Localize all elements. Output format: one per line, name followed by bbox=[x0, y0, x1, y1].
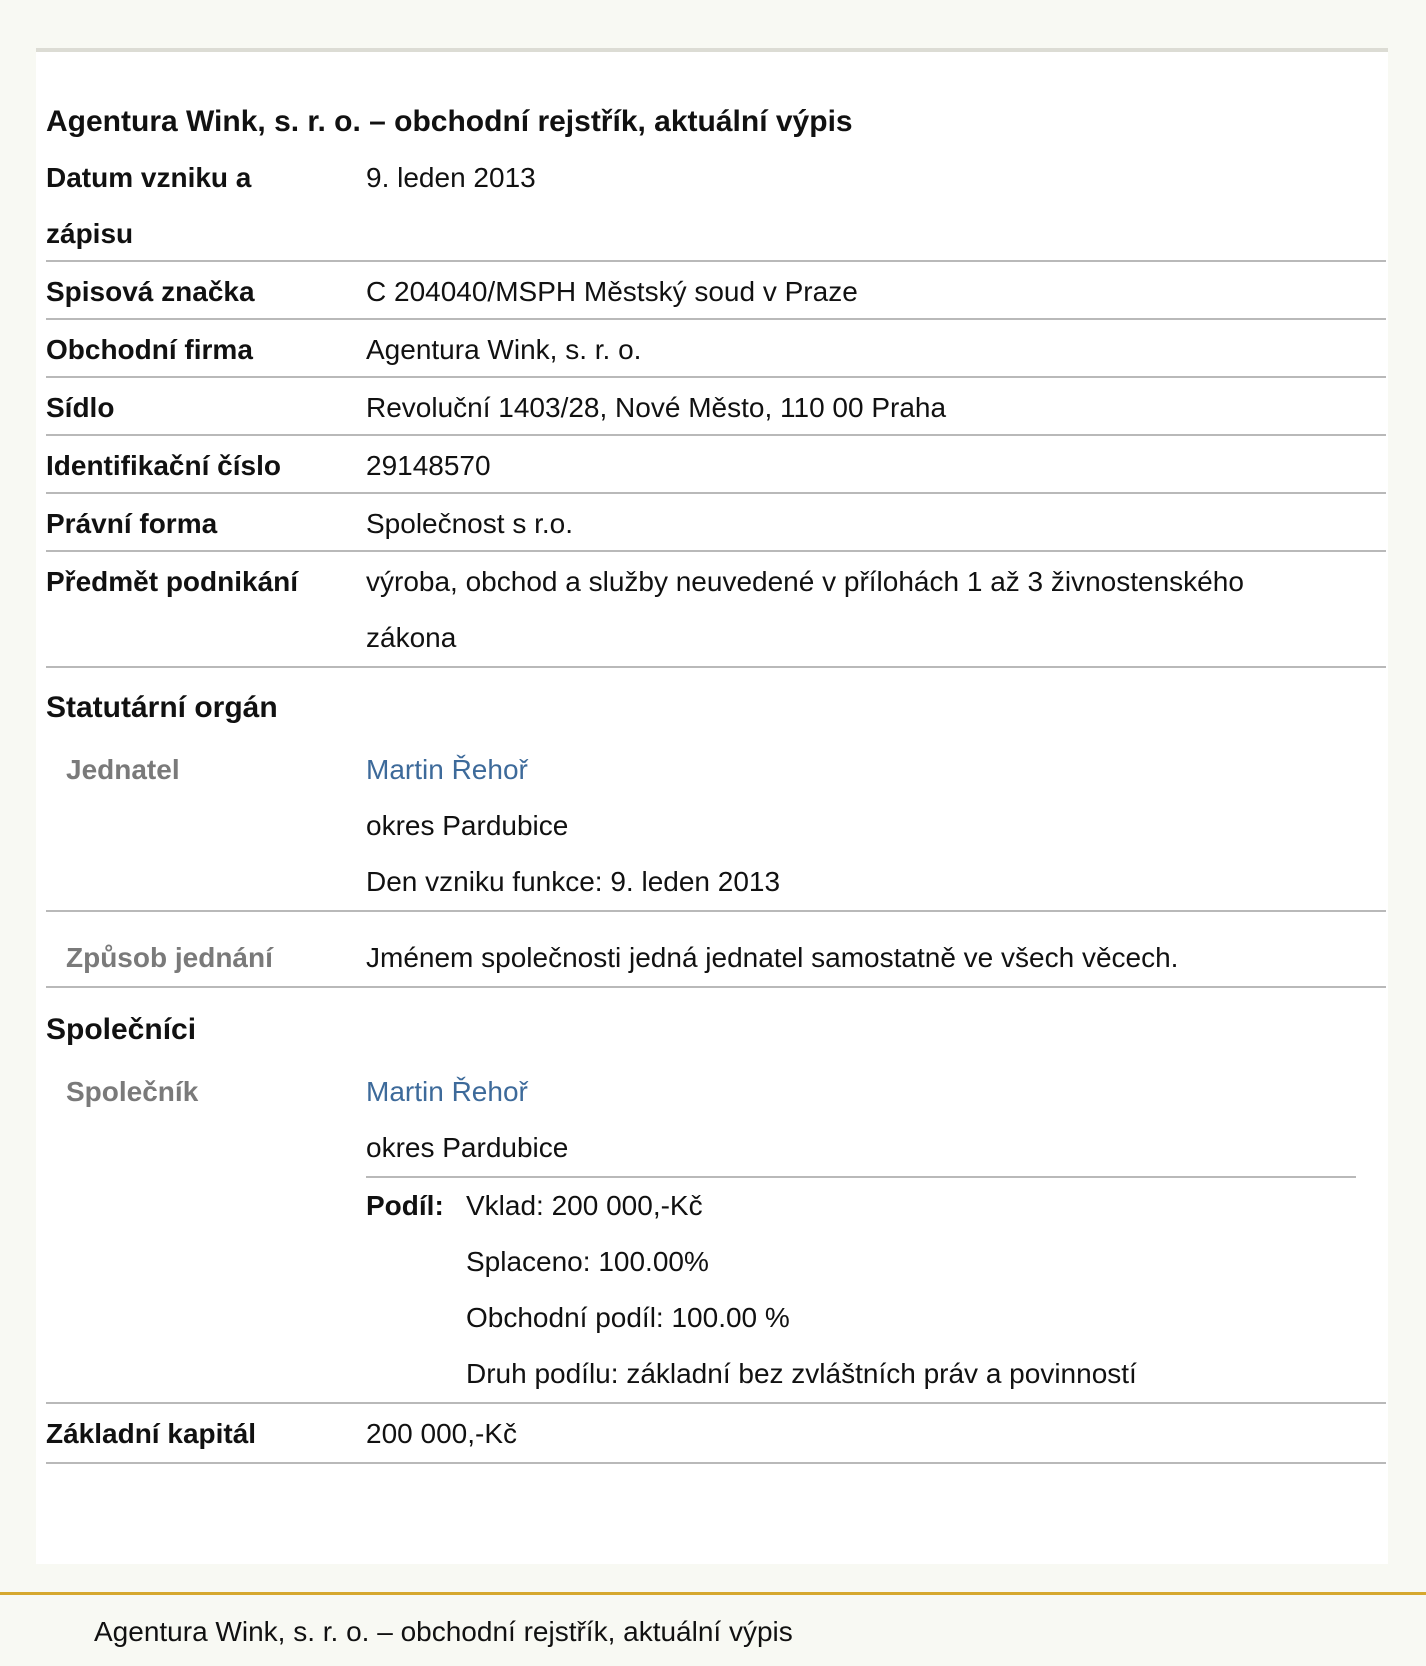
row-spisova-znacka bbox=[46, 262, 1386, 320]
podil-label: Podíl: bbox=[366, 1190, 444, 1221]
spolecnik-district: okres Pardubice bbox=[366, 1132, 569, 1163]
row-label: Obchodní firma bbox=[46, 334, 253, 365]
row-value: 9. leden 2013 bbox=[366, 162, 536, 193]
row-zakladni-kapital bbox=[46, 1404, 1386, 1464]
footer-caption: Agentura Wink, s. r. o. – obchodní rejstřík, aktuální výpis bbox=[94, 1616, 793, 1647]
row-label: Identifikační číslo bbox=[46, 450, 281, 481]
podil-obchodni: Obchodní podíl: 100.00 % bbox=[466, 1302, 790, 1333]
row-datum-vzniku bbox=[46, 148, 1386, 262]
row-label: Základní kapitál bbox=[46, 1418, 257, 1449]
row-value: C 204040/MSPH Městský soud v Praze bbox=[366, 276, 858, 307]
row-identifikacni-cislo bbox=[46, 436, 1386, 494]
row-label: Společník bbox=[66, 1076, 199, 1107]
register-card bbox=[36, 48, 1388, 1564]
row-label: Jednatel bbox=[66, 754, 180, 785]
row-value: Společnost s r.o. bbox=[366, 508, 574, 539]
jednatel-since: Den vzniku funkce: 9. leden 2013 bbox=[366, 866, 781, 897]
row-value-cont: zákona bbox=[366, 622, 457, 653]
row-pravni-forma bbox=[46, 494, 1386, 552]
row-label: Datum vzniku a bbox=[46, 162, 252, 193]
podil-druh: Druh podílu: základní bez zvláštních práv a povinností bbox=[466, 1358, 1137, 1389]
row-zpusob-jednani bbox=[46, 922, 1386, 988]
page-title: Agentura Wink, s. r. o. – obchodní rejstřík, aktuální výpis bbox=[46, 105, 853, 138]
row-spolecnik bbox=[46, 1062, 1386, 1404]
row-value: 29148570 bbox=[366, 450, 491, 481]
row-value: 200 000,-Kč bbox=[366, 1418, 517, 1449]
row-label: Sídlo bbox=[46, 392, 115, 423]
section-statutarni-organ: Statutární orgán bbox=[46, 691, 278, 724]
row-label: Spisová značka bbox=[46, 276, 255, 307]
podil-splaceno: Splaceno: 100.00% bbox=[466, 1246, 709, 1277]
row-value: Agentura Wink, s. r. o. bbox=[366, 334, 642, 365]
section-spolecnici: Společníci bbox=[46, 1013, 197, 1046]
row-label: Předmět podnikání bbox=[46, 566, 299, 597]
jednatel-district: okres Pardubice bbox=[366, 810, 569, 841]
row-obchodni-firma bbox=[46, 320, 1386, 378]
row-value: Revoluční 1403/28, Nové Město, 110 00 Praha bbox=[366, 392, 947, 423]
row-label: Způsob jednání bbox=[66, 942, 273, 973]
footer-divider bbox=[0, 1592, 1426, 1595]
row-jednatel bbox=[46, 740, 1386, 912]
row-value: výroba, obchod a služby neuvedené v přílohách 1 až 3 živnostenského bbox=[366, 566, 1244, 597]
podil-vklad: Vklad: 200 000,-Kč bbox=[466, 1190, 703, 1221]
row-label: Právní forma bbox=[46, 508, 218, 539]
row-sidlo bbox=[46, 378, 1386, 436]
row-label-cont: zápisu bbox=[46, 218, 134, 249]
row-value: Jménem společnosti jedná jednatel samostatně ve všech věcech. bbox=[366, 942, 1179, 973]
jednatel-name-link[interactable]: Martin Řehoř bbox=[366, 754, 528, 785]
row-predmet-podnikani bbox=[46, 552, 1386, 668]
spolecnik-name-link[interactable]: Martin Řehoř bbox=[366, 1076, 528, 1107]
